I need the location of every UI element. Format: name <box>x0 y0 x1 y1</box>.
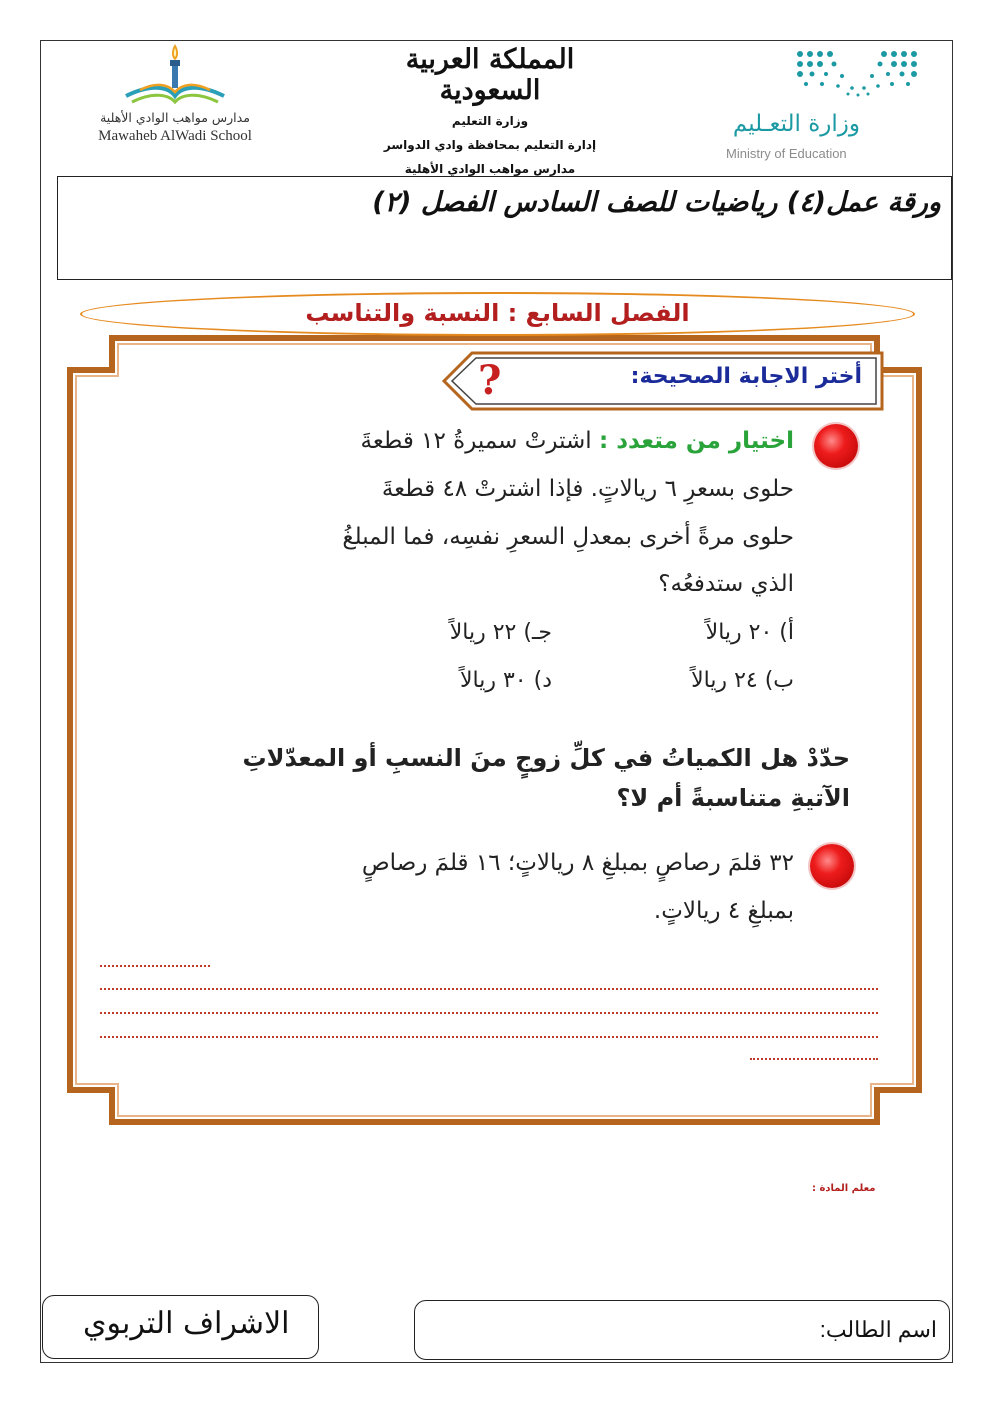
answer-line-4[interactable] <box>100 1036 878 1038</box>
option-b: ب) ٢٤ ريالاً <box>691 668 794 693</box>
answer-line-5[interactable] <box>750 1058 878 1060</box>
question-2-bullet-icon <box>810 844 854 888</box>
option-d: د) ٣٠ ريالاً <box>459 668 552 693</box>
answer-line-2[interactable] <box>100 988 878 990</box>
question-mark-icon: ? <box>478 357 502 404</box>
header-line-1: وزارة التعليم <box>451 114 529 128</box>
answer-line-1[interactable] <box>100 965 210 967</box>
ministry-dots-icon <box>792 48 924 98</box>
school-name-ar: مدارس مواهب الوادي الأهلية <box>100 110 250 125</box>
question-1-line-2: حلوى بسعرِ ٦ ريالاتٍ. فإذا اشترتْ ٤٨ قطعةَ <box>381 476 794 502</box>
book-torch-icon <box>120 40 230 108</box>
option-c: جـ) ٢٢ ريالاً <box>449 620 552 645</box>
header-center <box>360 44 620 176</box>
school-name-en: Mawaheb AlWadi School <box>98 128 252 144</box>
kingdom-title: المملكة العربية السعودية <box>405 44 575 106</box>
question-2-line-1: ٣٢ قلمَ رصاصٍ بمبلغِ ٨ ريالاتٍ؛ ١٦ قلمَ رصاصٍ <box>361 850 794 876</box>
student-name-label: اسم الطالب: <box>819 1317 937 1342</box>
question-1-text-1: اشترتْ سميرةُ ١٢ قطعةَ <box>360 428 592 454</box>
teacher-label: معلم المادة : <box>812 1183 876 1194</box>
ministry-logo <box>720 44 930 164</box>
answer-line-3[interactable] <box>100 1012 878 1014</box>
question-1-line-1 <box>361 428 794 454</box>
question-1-line-3: حلوى مرةً أخرى بمعدلِ السعرِ نفسِه، فما المبلغُ <box>342 524 794 550</box>
option-a: أ) ٢٠ ريالاً <box>705 620 794 645</box>
supervision-label: الاشراف التربوي <box>83 1306 290 1341</box>
instruction-banner <box>442 351 884 411</box>
worksheet-title: ورقة عمل(٤) رياضيات للصف السادس الفصل (٢) <box>372 187 941 218</box>
instruction-text: أختر الاجابة الصحيحة: <box>630 364 862 389</box>
chapter-title: الفصل السابع : النسبة والتناسب <box>305 299 690 327</box>
ministry-name-en: Ministry of Education <box>726 146 847 161</box>
ministry-name-ar: وزارة التعـليم <box>732 111 860 137</box>
title-box <box>57 176 952 280</box>
header-line-3: مدارس مواهب الوادي الأهلية <box>404 162 576 176</box>
multiple-choice-label: اختيار من متعدد : <box>599 428 794 454</box>
header-line-2: إدارة التعليم بمحافظة وادي الدواسر <box>383 138 597 152</box>
chapter-banner <box>80 292 915 336</box>
school-logo <box>80 40 270 155</box>
question-1-line-4: الذي ستدفعُه؟ <box>658 571 794 597</box>
question-1-bullet-icon <box>814 424 858 468</box>
question-2-instruction-1: حدّدْ هل الكمياتُ في كلِّ زوجٍ منَ النسبِ أو المعدّلاتِ <box>242 744 850 772</box>
question-2-line-2: بمبلغِ ٤ ريالاتٍ. <box>653 898 794 924</box>
supervision-box <box>42 1295 319 1359</box>
question-2-instruction-2: الآتيةِ متناسبةً أم لا؟ <box>616 784 850 812</box>
student-name-field[interactable] <box>414 1300 950 1360</box>
